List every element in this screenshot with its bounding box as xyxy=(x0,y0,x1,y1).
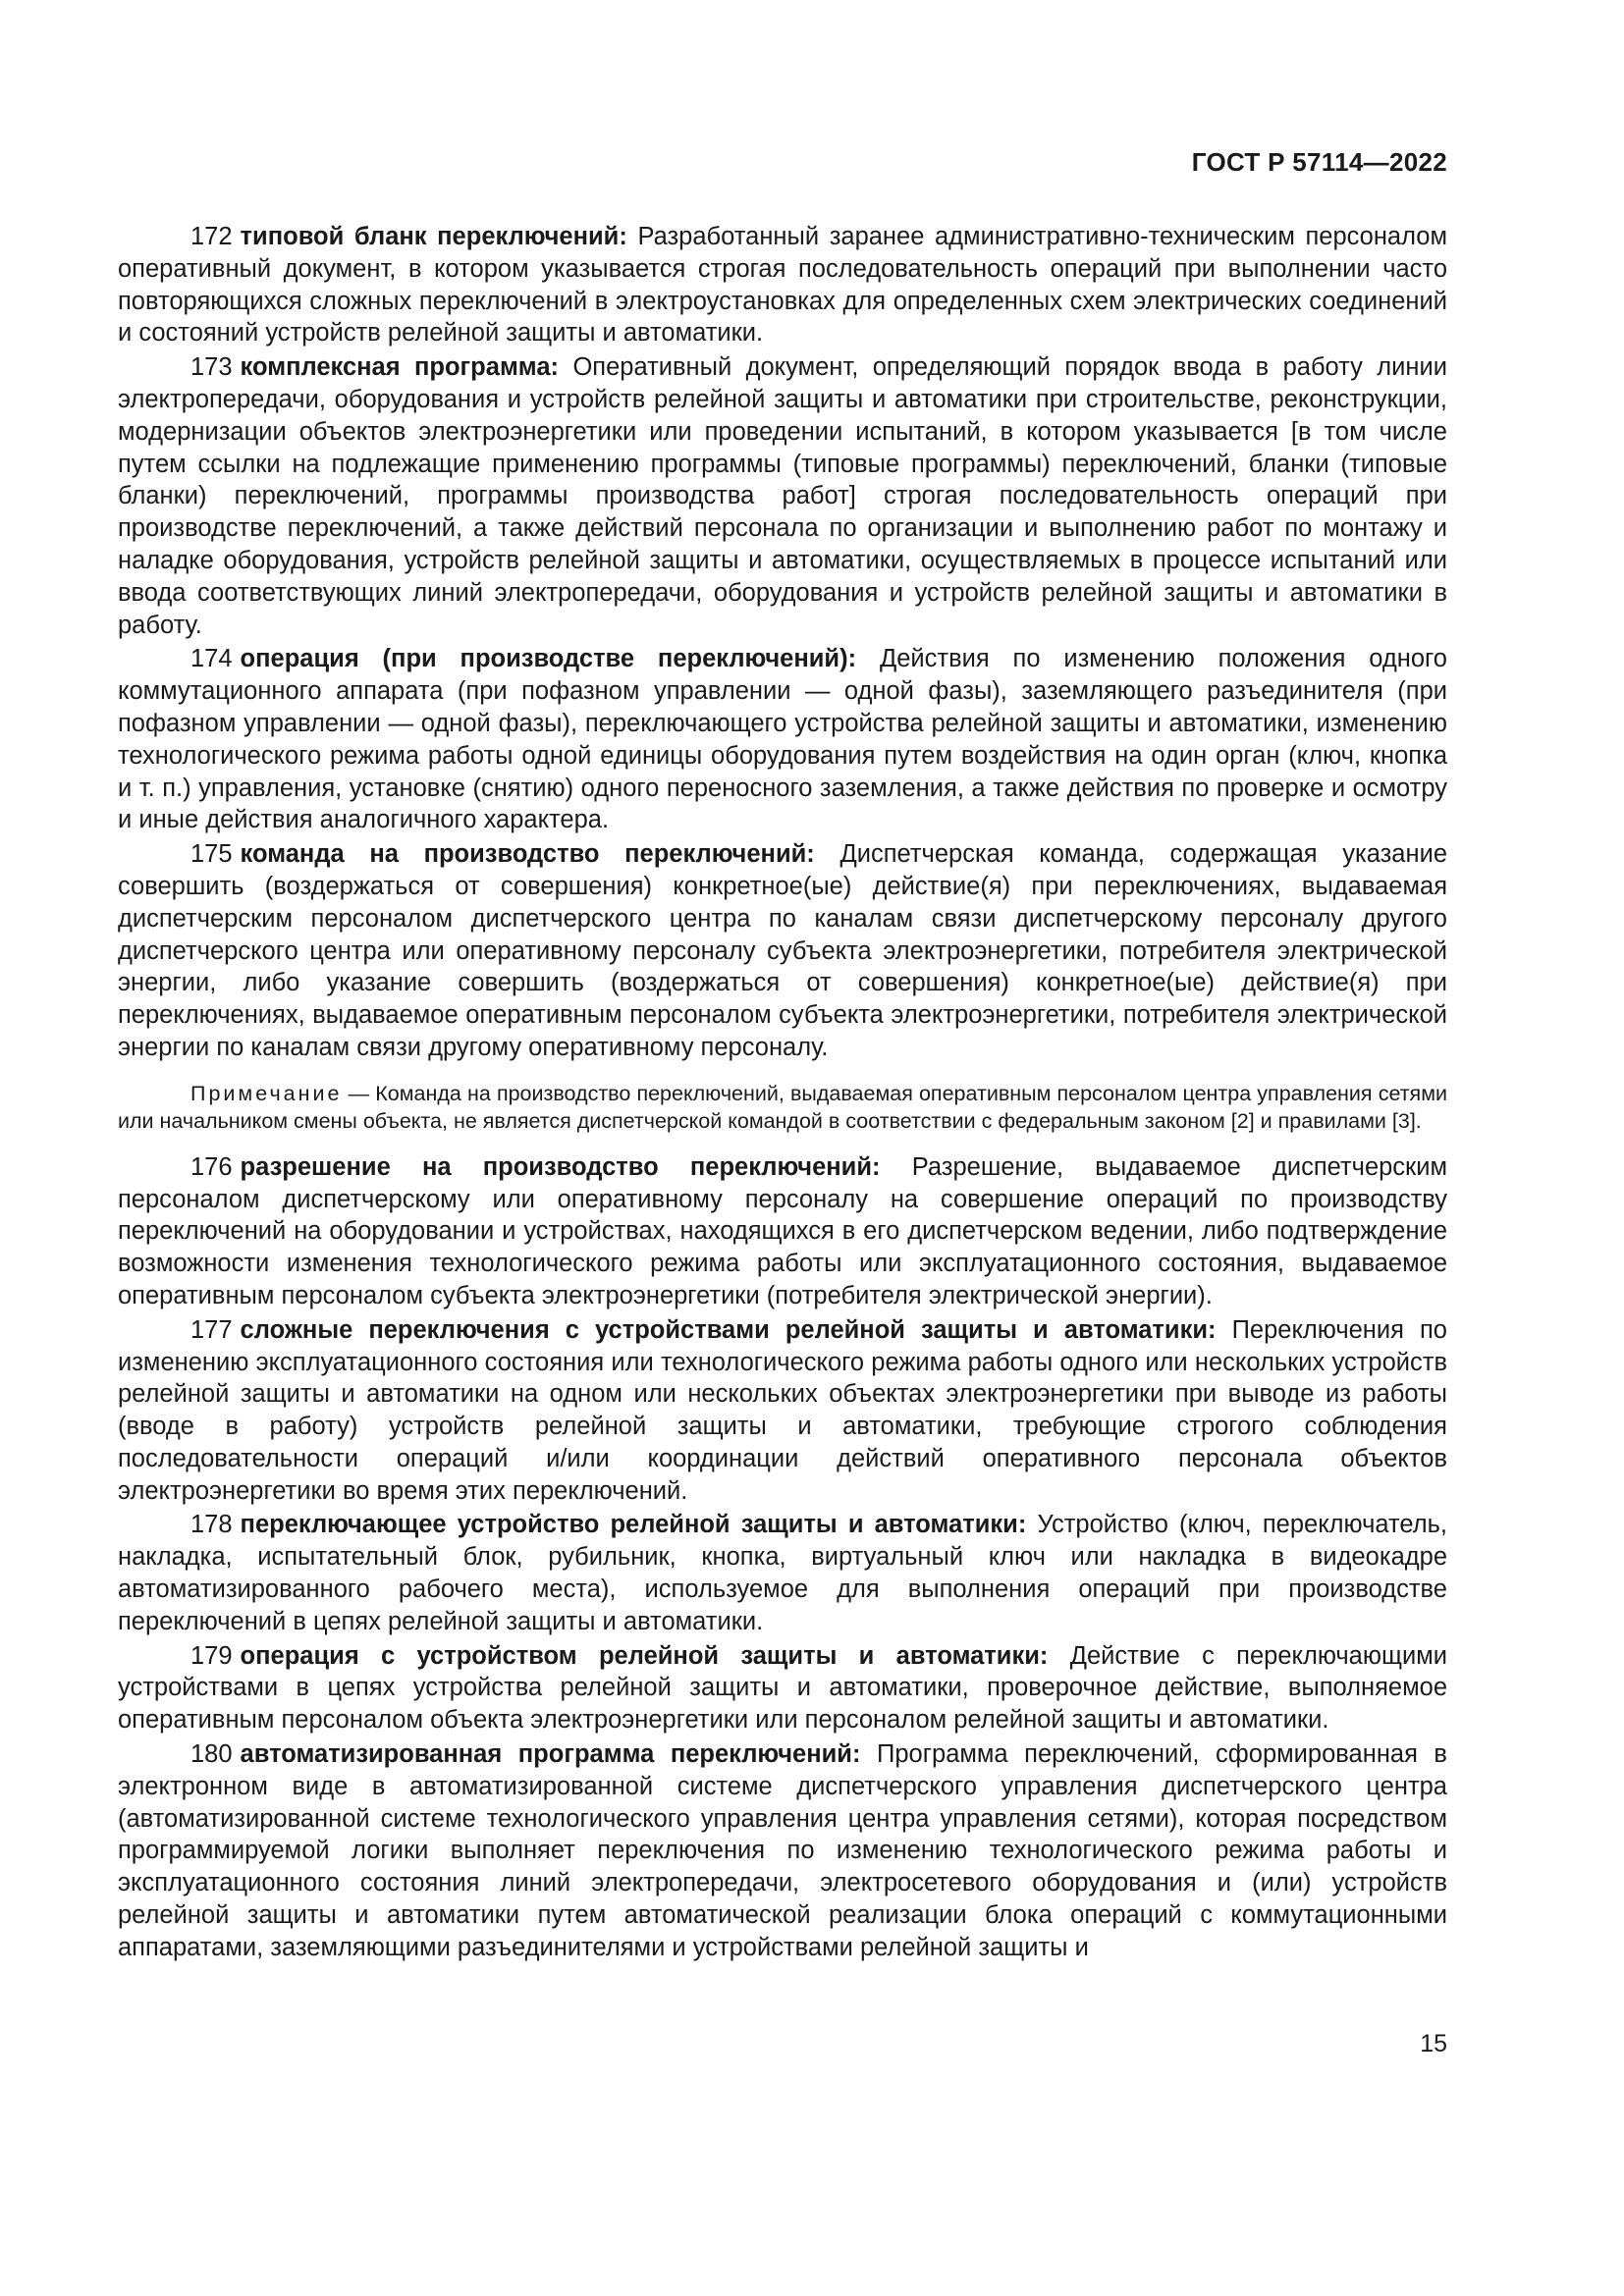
term-definition: Диспетчерская команда, содержащая указание совершить (воздержаться от совершения) конкретное(ые) действие(я) при переключениях, выдаваемая диспетчерским персоналом диспетчерского центра по каналам связи диспетчерскому персоналу другого диспетчерского центра или оперативному персоналу субъекта электроэнергетики, потребителя электрической энергии, либо указание совершить (воздержаться от совершения) конкретное(ые) действие(я) при переключениях, выдаваемое оперативным персоналом субъекта электроэнергетики, потребителя электрической энергии по каналам связи другому оперативному персоналу. xyxy=(118,840,1448,1061)
term-entry-173 xyxy=(118,351,1447,641)
term-number: 174 xyxy=(190,645,233,673)
note-label: Примечание xyxy=(190,1081,343,1105)
term-name: автоматизированная программа переключений: xyxy=(240,1740,861,1769)
term-number: 177 xyxy=(190,1315,233,1344)
term-name: типовой бланк переключений: xyxy=(240,223,627,250)
term-name: операция (при производстве переключений): xyxy=(240,645,857,673)
term-definition: Действия по изменению положения одного коммутационного аппарата (при пофазном управлении — одной фазы), заземляющего разъединителя (при пофазном управлении — одной фазы), переключающего устройства релейной защиты и автоматики, изменению технологического режима работы одной единицы оборудования путем воздействия на один орган (ключ, кнопка и т. п.) управления, установке (снятию) одного переносного заземления, а также действия по проверке и осмотру и иные действия аналогичного характера. xyxy=(118,645,1447,834)
term-definition: Разрешение, выдаваемое диспетчерским персоналом диспетчерскому или оперативному персоналу на совершение операций по производству переключений на оборудовании и устройствах, находящихся в его диспетчерском ведении, либо подтверждение возможности изменения технологического режима работы или эксплуатационного состояния, выдаваемое оперативным персоналом субъекта электроэнергетики (потребителя электрической энергии). xyxy=(118,1152,1447,1309)
term-number: 180 xyxy=(190,1740,233,1769)
term-name: комплексная программа: xyxy=(240,353,560,382)
term-number: 173 xyxy=(190,353,233,382)
term-number: 176 xyxy=(190,1152,233,1181)
term-entry-178 xyxy=(118,1509,1447,1637)
term-name: разрешение на производство переключений: xyxy=(240,1152,881,1181)
term-entry-172 xyxy=(118,221,1447,349)
term-definition: Действие с переключающими устройствами в цепях устройства релейной защиты и автоматики, проверочное действие, выполняемое оперативным персоналом объекта электроэнергетики или персоналом релейной защиты и автоматики. xyxy=(118,1641,1447,1735)
term-number: 172 xyxy=(190,223,233,250)
term-entry-179 xyxy=(118,1640,1447,1736)
document-header-standard: ГОСТ Р 57114—2022 xyxy=(1191,147,1447,177)
term-entry-177 xyxy=(118,1314,1447,1508)
term-definition: Оперативный документ, определяющий порядок ввода в работу линии электропередачи, оборудования и устройств релейной защиты и автоматики при строительстве, реконструкции, модернизации объектов электроэнергетики или проведении испытаний, в котором указывается [в том числе путем ссылки на подлежащие применению программы (типовые программы) переключений, бланки (типовые бланки) переключений, программы производства работ] строгая последовательность операций при производстве переключений, а также действий персонала по организации и выполнению работ по монтажу и наладке оборудования, устройств релейной защиты и автоматики, осуществляемых в процессе испытаний или ввода соответствующих линий электропередачи, оборудования и устройств релейной защиты и автоматики в работу. xyxy=(118,353,1447,639)
term-name: переключающее устройство релейной защиты и автоматики: xyxy=(240,1511,1027,1539)
term-definition: Устройство (ключ, переключатель, накладка, испытательный блок, рубильник, кнопка, виртуальный ключ или накладка в видеокадре автоматизированного рабочего места), используемое для выполнения операций при производстве переключений в цепях релейной защиты и автоматики. xyxy=(118,1511,1447,1635)
term-number: 179 xyxy=(190,1641,233,1670)
document-body xyxy=(118,221,1447,1966)
term-entry-174 xyxy=(118,643,1447,836)
term-entry-175 xyxy=(118,838,1447,1064)
term-definition: Разработанный заранее административно-техническим персоналом оперативный документ, в котором указывается строгая последовательность операций при выполнении часто повторяющихся сложных переключений в электроустановках для определенных схем электрических соединений и состояний устройств релейной защиты и автоматики. xyxy=(118,223,1447,347)
page-number: 15 xyxy=(1420,2030,1447,2057)
term-name: сложные переключения с устройствами релейной защиты и автоматики: xyxy=(240,1315,1217,1344)
term-name: операция с устройством релейной защиты и автоматики: xyxy=(240,1641,1049,1670)
term-name: команда на производство переключений: xyxy=(240,840,815,869)
term-definition: Программа переключений, сформированная в электронном виде в автоматизированной системе диспетчерского управления диспетчерского центра (автоматизированной системе технологического управления центра управления сетями), которая посредством программируемой логики выполняет переключения по изменению технологического режима работы и эксплуатационного состояния линий электропередачи, электросетевого оборудования и (или) устройств релейной защиты и автоматики путем автоматической реализации блока операций с коммутационными аппаратами, заземляющими разъединителями и устройствами релейной защиты и xyxy=(118,1740,1447,1961)
term-definition: Переключения по изменению эксплуатационного состояния или технологического режима работы одного или нескольких устройств релейной защиты и автоматики на одном или нескольких объектах электроэнергетики при выводе из работы (вводе в работу) устройств релейной защиты и автоматики, требующие строгого соблюдения последовательности операций и/или координации действий оперативного персонала объектов электроэнергетики во время этих переключений. xyxy=(118,1315,1447,1505)
term-entry-180 xyxy=(118,1738,1447,1964)
note-text: — Команда на производство переключений, выдаваемая оперативным персоналом центра управления сетями или начальником смены объекта, не является диспетчерской командой в соответствии с федеральным законом [2] и правилами [3]. xyxy=(118,1081,1447,1134)
term-number: 178 xyxy=(190,1511,233,1539)
term-number: 175 xyxy=(190,840,233,869)
note-block xyxy=(118,1080,1447,1136)
term-entry-176 xyxy=(118,1151,1447,1312)
